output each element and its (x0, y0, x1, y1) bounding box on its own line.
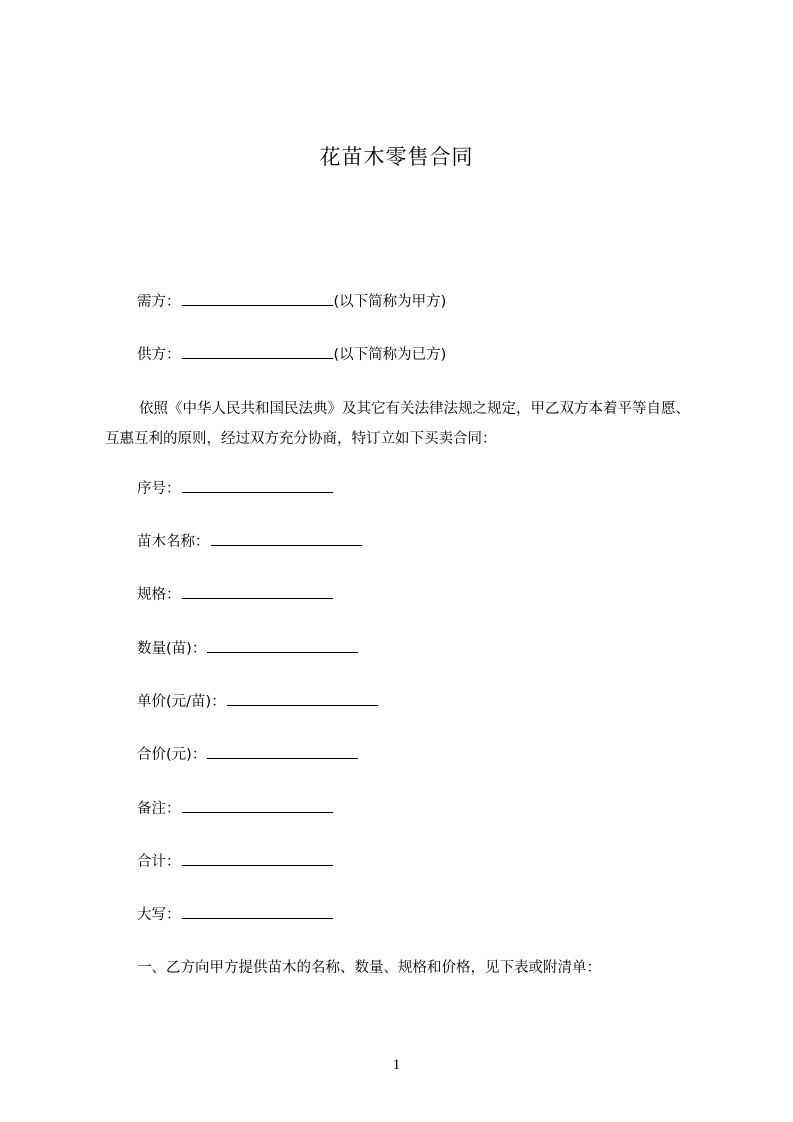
remark-label: 备注： (137, 801, 181, 817)
unit-price-blank[interactable] (227, 690, 378, 706)
field-total-words (137, 903, 334, 926)
total-blank[interactable] (182, 850, 333, 866)
preamble-text: 依照《中华人民共和国民法典》及其它有关法律法规之规定，甲乙双方本着平等自愿、互惠互利的原则，经过双方充分协商，特订立如下买卖合同： (105, 401, 690, 447)
field-serial (137, 477, 334, 500)
serial-label: 序号： (137, 481, 181, 497)
buyer-label: 需方： (137, 294, 181, 310)
field-quantity (137, 637, 359, 660)
supplier-blank[interactable] (182, 343, 333, 359)
field-amount (137, 743, 359, 766)
name-blank[interactable] (211, 530, 362, 546)
field-total (137, 850, 334, 873)
field-remark (137, 797, 334, 820)
quantity-blank[interactable] (207, 637, 358, 653)
quantity-label: 数量(苗)： (137, 641, 207, 657)
spec-label: 规格： (137, 587, 181, 603)
total-words-label: 大写： (137, 907, 181, 923)
field-unit-price (137, 690, 379, 713)
field-name (137, 530, 363, 553)
amount-blank[interactable] (207, 743, 358, 759)
serial-blank[interactable] (182, 477, 333, 493)
clause-1: 一、乙方向甲方提供苗木的名称、数量、规格和价格，见下表或附清单： (137, 960, 601, 976)
remark-blank[interactable] (182, 797, 333, 813)
total-label: 合计： (137, 854, 181, 870)
supplier-suffix: (以下简称为已方) (333, 347, 447, 363)
buyer-suffix: (以下简称为甲方) (333, 294, 447, 310)
field-spec (137, 583, 334, 606)
unit-price-label: 单价(元/苗)： (137, 694, 226, 710)
supplier-label: 供方： (137, 347, 181, 363)
spec-blank[interactable] (182, 583, 333, 599)
total-words-blank[interactable] (182, 903, 333, 919)
supplier-line (137, 343, 446, 366)
buyer-line (137, 290, 446, 313)
document-title: 花苗木零售合同 (319, 145, 474, 169)
amount-label: 合价(元)： (137, 747, 207, 763)
name-label: 苗木名称： (137, 534, 210, 550)
page-number: 1 (392, 1057, 401, 1073)
buyer-blank[interactable] (182, 290, 333, 306)
preamble-paragraph (105, 394, 700, 454)
